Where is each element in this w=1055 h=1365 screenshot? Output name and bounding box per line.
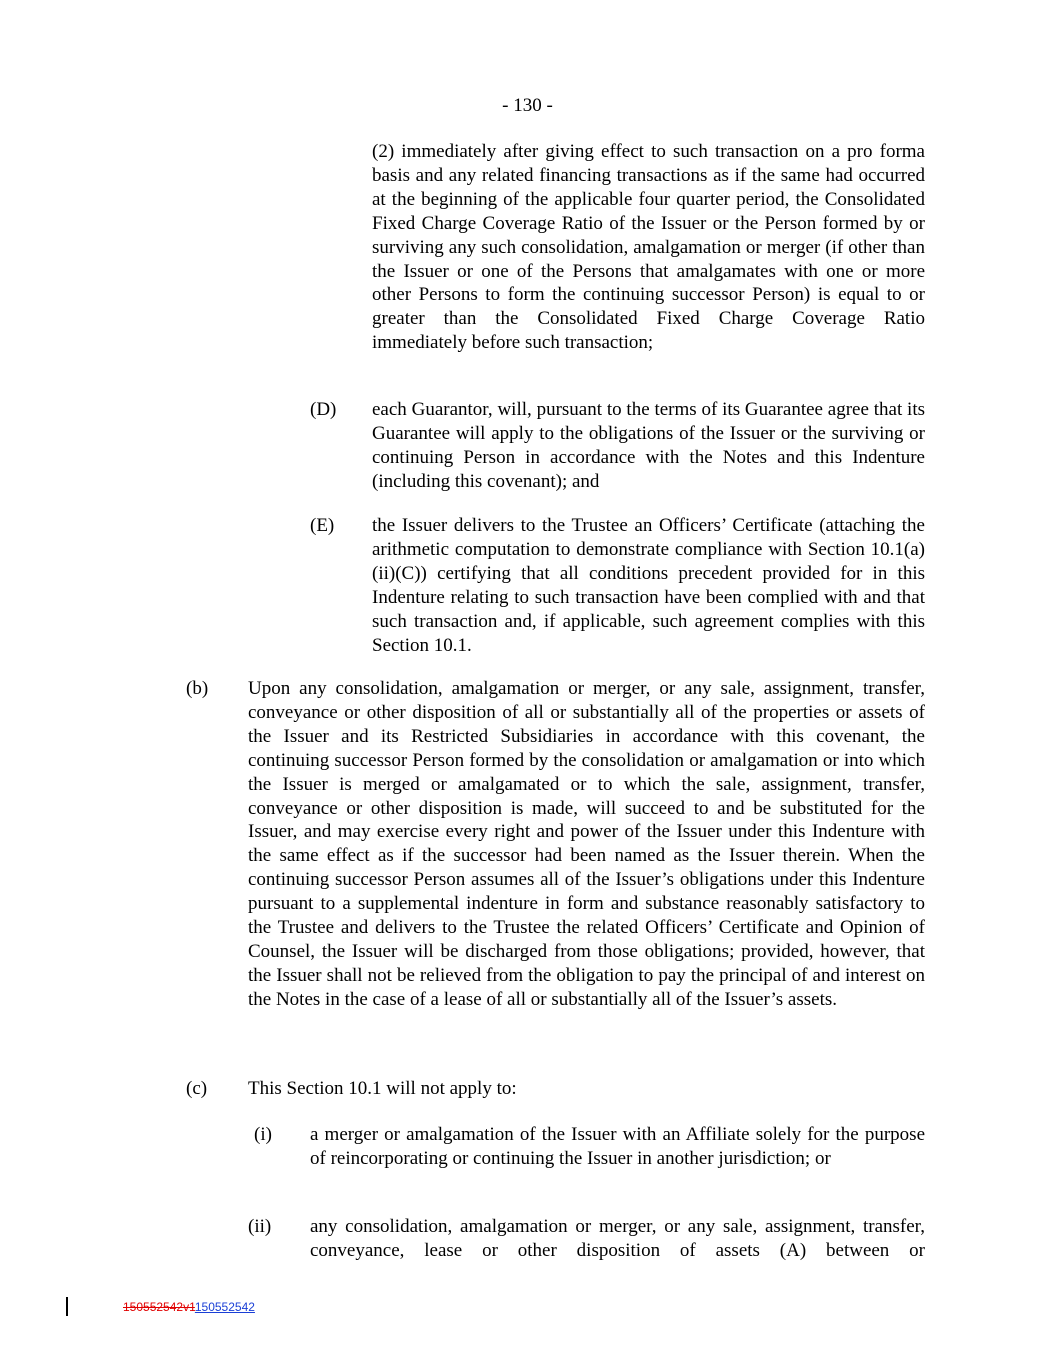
- clause-d-text: each Guarantor, will, pursuant to the terms of its Guarantee agree that its Guarantee will apply to the obligations of the Issuer or the surviving or continuing Person in accordance with the Notes and this Indenture (including this covenant); and: [372, 399, 925, 492]
- clause-cii-text: any consolidation, amalgamation or merger, or any sale, assignment, transfer, conveyance, lease or other disposition of assets (A) between or: [310, 1216, 925, 1261]
- page-number: - 130 -: [502, 95, 553, 116]
- section-c-label: (c): [186, 1078, 208, 1099]
- clause-c2-text: (2) immediately after giving effect to such transaction on a pro forma basis and any related financing transactions as if the same had occurred at the beginning of the applicable four quarter period, the Consolidated Fixed Charge Coverage Ratio of the Issuer or the Person formed by or surviving any such consolidation, amalgamation or merger (if other than the Issuer or one of the Persons that amalgamates with one or more other Persons to form the continuing successor Person) is equal to or greater than the Consolidated Fixed Charge Coverage Ratio immediately before such transaction;: [372, 141, 925, 354]
- clause-ci-text: a merger or amalgamation of the Issuer with an Affiliate solely for the purpose of reincorporating or continuing the Issuer in another jurisdiction; or: [310, 1124, 925, 1169]
- document-id-footer: [123, 1299, 255, 1315]
- deleted-doc-id: 150552542v1: [123, 1300, 195, 1314]
- revision-change-bar: [66, 1297, 68, 1316]
- clause-e-text: the Issuer delivers to the Trustee an Officers’ Certificate (attaching the arithmetic computation to demonstrate compliance with Section 10.1(a)(ii)(C)) certifying that all conditions precedent provided for in this Indenture relating to such transaction have been complied with and that such transaction and, if applicable, such agreement complies with this Section 10.1.: [372, 515, 925, 656]
- section-b-label: (b): [186, 678, 209, 699]
- clause-e-label: (E): [310, 515, 335, 536]
- section-b-text: Upon any consolidation, amalgamation or merger, or any sale, assignment, transfer, conveyance or other disposition of all or substantially all of the properties or assets of the Issuer and its Restricted Subsidiaries in accordance with this covenant, the continuing successor Person formed by the consolidation or amalgamation or into which the Issuer is merged or amalgamated or to which the sale, assignment, transfer, conveyance or other disposition is made, will succeed to and be substituted for the Issuer, and may exercise every right and power of the Issuer under this Indenture with the same effect as if the successor had been named as the Issuer therein. When the continuing successor Person assumes all of the Issuer’s obligations under this Indenture pursuant to a supplemental indenture in form and substance reasonably satisfactory to the Trustee and delivers to the Trustee the related Officers’ Certificate and Opinion of Counsel, the Issuer will be discharged from those obligations; provided, however, that the Issuer shall not be relieved from the obligation to pay the principal of and interest on the Notes in the case of a lease of all or substantially all of the Issuer’s assets.: [248, 678, 925, 1010]
- section-c-text: This Section 10.1 will not apply to:: [248, 1078, 517, 1099]
- inserted-doc-id: 150552542: [194, 1300, 255, 1314]
- clause-ci-label: (i): [254, 1124, 272, 1145]
- clause-d-label: (D): [310, 399, 337, 420]
- clause-cii-label: (ii): [248, 1216, 272, 1237]
